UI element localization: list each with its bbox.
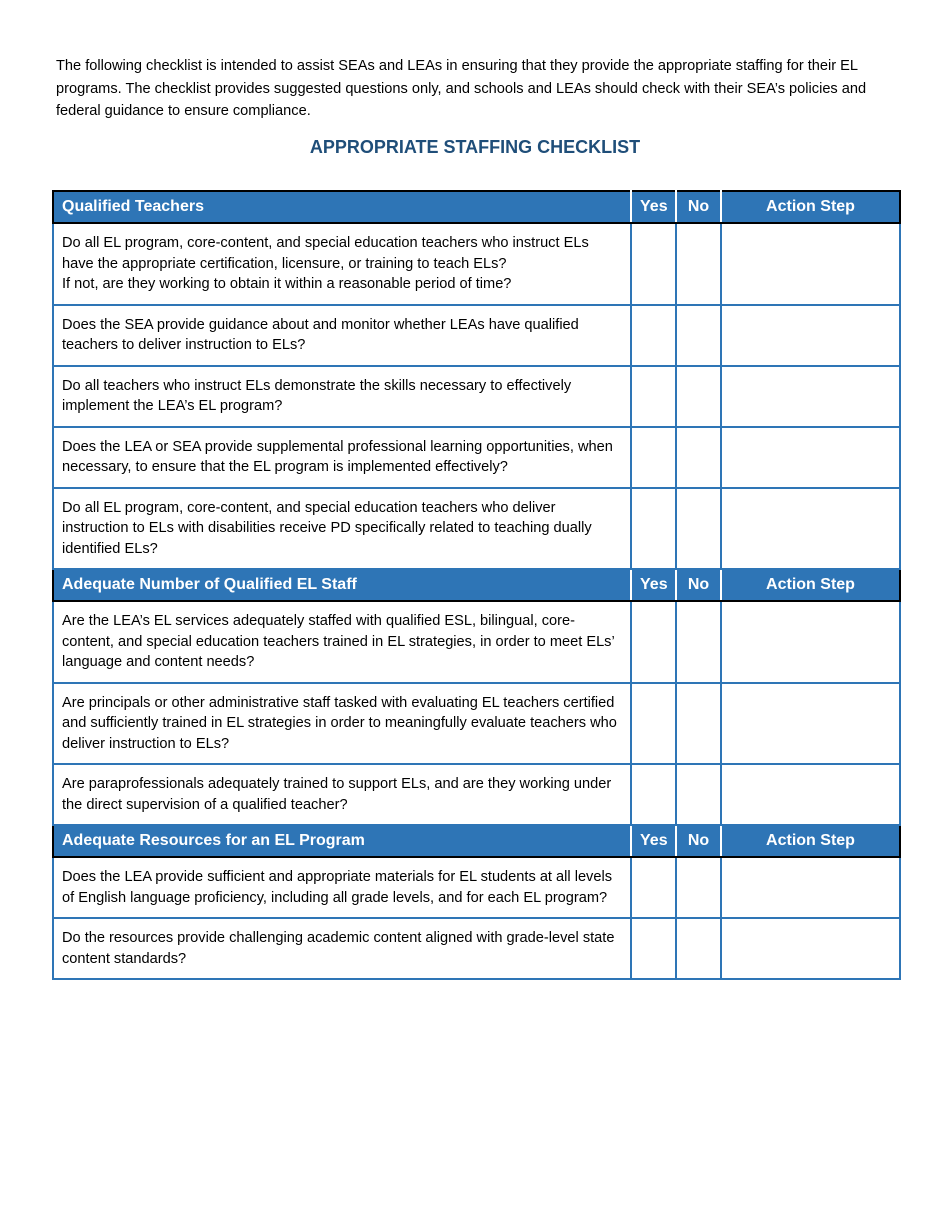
action-step-column-header: Action Step xyxy=(721,569,900,601)
table-row xyxy=(53,918,900,979)
table-row xyxy=(53,764,900,825)
table-row xyxy=(53,683,900,765)
table-row xyxy=(53,223,900,305)
no-cell[interactable] xyxy=(676,918,721,979)
yes-cell[interactable] xyxy=(631,764,676,825)
yes-column-header: Yes xyxy=(631,569,676,601)
yes-cell[interactable] xyxy=(631,857,676,918)
no-cell[interactable] xyxy=(676,857,721,918)
no-column-header: No xyxy=(676,569,721,601)
yes-cell[interactable] xyxy=(631,366,676,427)
checklist-question: Does the SEA provide guidance about and monitor whether LEAs have qualified teachers to deliver instruction to ELs? xyxy=(53,305,631,366)
section-header-row xyxy=(53,825,900,857)
table-row xyxy=(53,601,900,683)
yes-column-header: Yes xyxy=(631,191,676,223)
checklist-question: Does the LEA provide sufficient and appropriate materials for EL students at all levels of English language proficiency, including all grade levels, and for each EL program? xyxy=(53,857,631,918)
table-row xyxy=(53,305,900,366)
table-row xyxy=(53,366,900,427)
no-column-header: No xyxy=(676,825,721,857)
table-row xyxy=(53,488,900,570)
action-step-cell[interactable] xyxy=(721,366,900,427)
yes-cell[interactable] xyxy=(631,223,676,305)
page-title: APPROPRIATE STAFFING CHECKLIST xyxy=(309,137,641,157)
table-row xyxy=(53,427,900,488)
staffing-checklist-table xyxy=(52,190,901,980)
action-step-cell[interactable] xyxy=(721,223,900,305)
action-step-cell[interactable] xyxy=(721,683,900,765)
yes-cell[interactable] xyxy=(631,305,676,366)
yes-cell[interactable] xyxy=(631,427,676,488)
table-row xyxy=(53,857,900,918)
no-cell[interactable] xyxy=(676,683,721,765)
no-cell[interactable] xyxy=(676,366,721,427)
yes-cell[interactable] xyxy=(631,683,676,765)
yes-cell[interactable] xyxy=(631,601,676,683)
section-heading: Adequate Number of Qualified EL Staff xyxy=(53,569,631,601)
checklist-question: Are paraprofessionals adequately trained to support ELs, and are they working under the direct supervision of a qualified teacher? xyxy=(53,764,631,825)
yes-cell[interactable] xyxy=(631,918,676,979)
action-step-cell[interactable] xyxy=(721,305,900,366)
section-header-row xyxy=(53,191,900,223)
no-column-header: No xyxy=(676,191,721,223)
action-step-cell[interactable] xyxy=(721,427,900,488)
action-step-cell[interactable] xyxy=(721,918,900,979)
action-step-cell[interactable] xyxy=(721,488,900,570)
yes-cell[interactable] xyxy=(631,488,676,570)
no-cell[interactable] xyxy=(676,427,721,488)
checklist-question: Do all EL program, core-content, and special education teachers who instruct ELs have the appropriate certification, licensure, or training to teach ELs? If not, are they working to obtain it within a reasonable period of time? xyxy=(53,223,631,305)
checklist-question: Are the LEA’s EL services adequately staffed with qualified ESL, bilingual, core-content, and special education teachers trained in EL strategies, in order to meet ELs’ language and content needs? xyxy=(53,601,631,683)
action-step-column-header: Action Step xyxy=(721,191,900,223)
checklist-body xyxy=(53,191,900,979)
checklist-question: Do the resources provide challenging academic content aligned with grade-level state content standards? xyxy=(53,918,631,979)
section-heading: Adequate Resources for an EL Program xyxy=(53,825,631,857)
section-header-row xyxy=(53,569,900,601)
no-cell[interactable] xyxy=(676,601,721,683)
checklist-question: Do all teachers who instruct ELs demonstrate the skills necessary to effectively implement the LEA’s EL program? xyxy=(53,366,631,427)
action-step-cell[interactable] xyxy=(721,601,900,683)
intro-paragraph: The following checklist is intended to assist SEAs and LEAs in ensuring that they provide the appropriate staffing for their EL programs. The checklist provides suggested questions only, and schools and LEAs should check with their SEA’s policies and federal guidance to ensure compliance. xyxy=(56,58,867,119)
no-cell[interactable] xyxy=(676,488,721,570)
action-step-cell[interactable] xyxy=(721,857,900,918)
section-heading: Qualified Teachers xyxy=(53,191,631,223)
no-cell[interactable] xyxy=(676,764,721,825)
action-step-column-header: Action Step xyxy=(721,825,900,857)
checklist-question: Does the LEA or SEA provide supplemental professional learning opportunities, when necessary, to ensure that the EL program is implemented effectively? xyxy=(53,427,631,488)
yes-column-header: Yes xyxy=(631,825,676,857)
no-cell[interactable] xyxy=(676,305,721,366)
action-step-cell[interactable] xyxy=(721,764,900,825)
checklist-question: Do all EL program, core-content, and special education teachers who deliver instruction to ELs with disabilities receive PD specifically related to teaching dually identified ELs? xyxy=(53,488,631,570)
no-cell[interactable] xyxy=(676,223,721,305)
checklist-question: Are principals or other administrative staff tasked with evaluating EL teachers certified and sufficiently trained in EL strategies in order to meaningfully evaluate teachers who deliver instruction to ELs? xyxy=(53,683,631,765)
